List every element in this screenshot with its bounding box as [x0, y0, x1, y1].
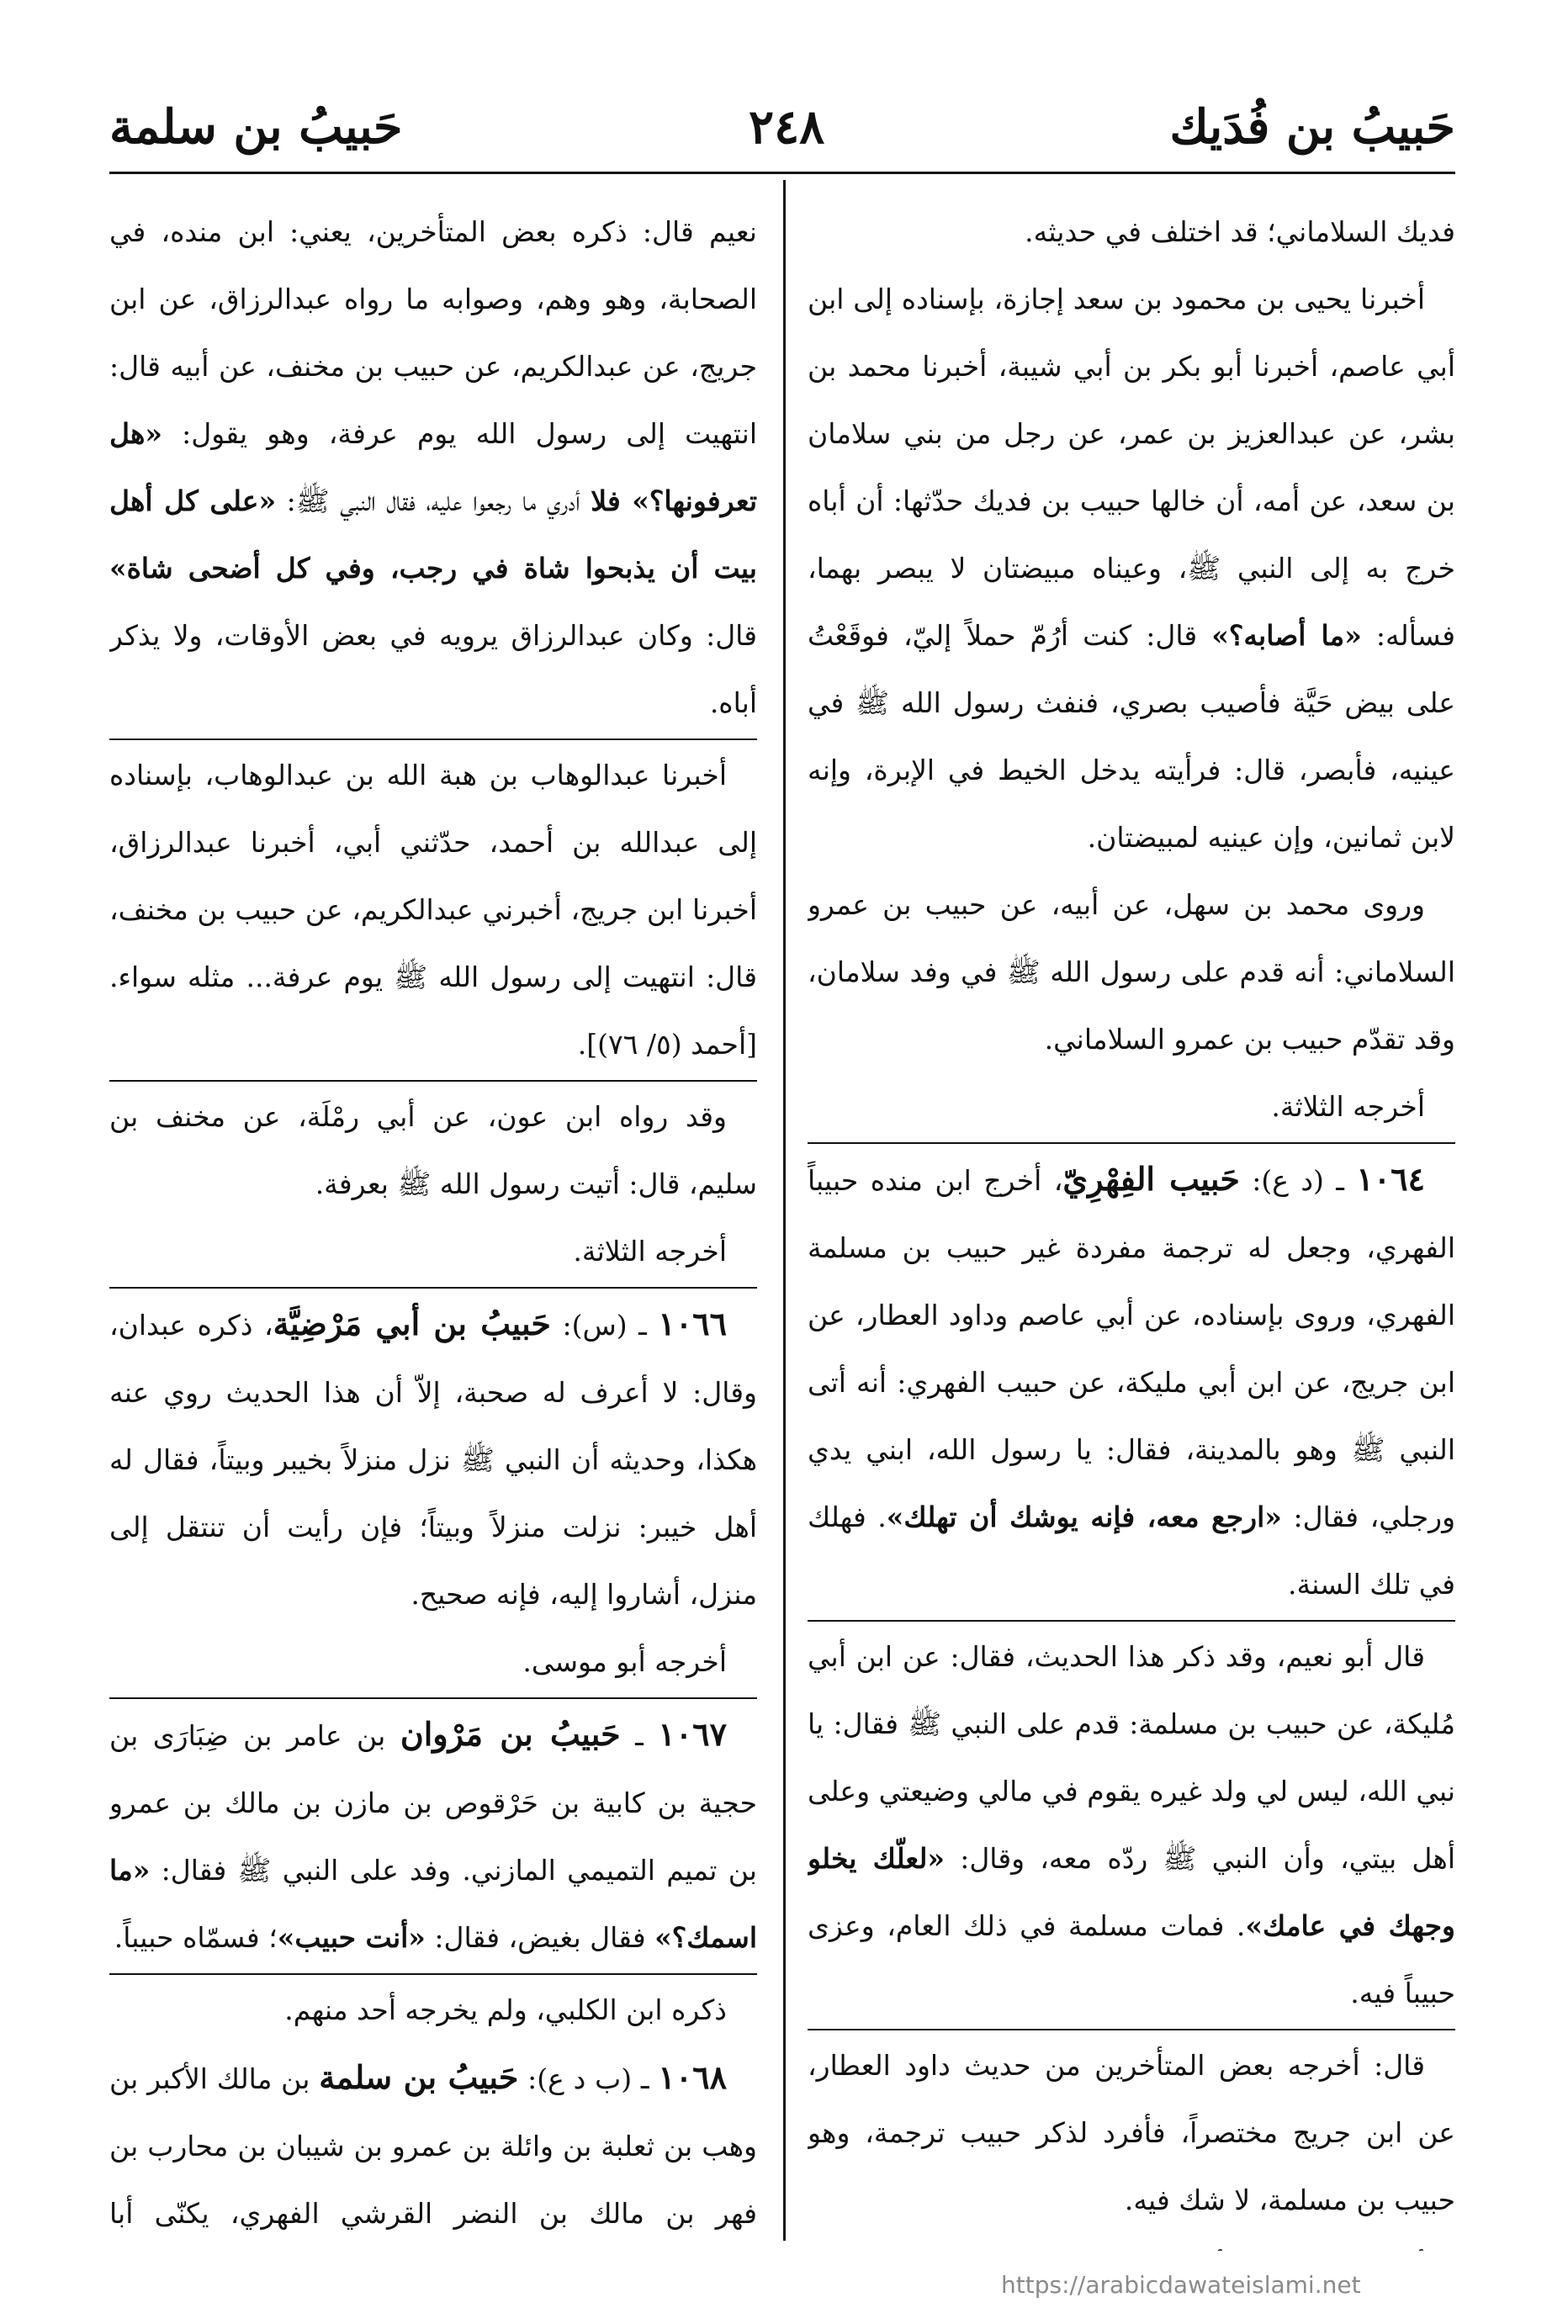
entry-separator — [808, 1142, 1455, 1144]
entry-name: حَبيبُ بن أبي مَرْضِيَّة — [273, 1305, 551, 1342]
running-title-right: حَبيبُ بن فُدَيك — [1169, 99, 1455, 155]
text: قال: وكان عبدالرزاق يرويه في بعض الأوقات، ولا يذكر أباه. — [109, 619, 757, 719]
entry-separator — [109, 1080, 757, 1082]
paragraph — [808, 1623, 1455, 2027]
entry-1064 — [808, 1146, 1455, 1618]
entry-1066 — [109, 1290, 757, 1628]
running-title-left: حَبيبُ بن سلمة — [109, 99, 403, 155]
hadith-text: «ارجع معه، فإنه يوشك أن تهلك» — [886, 1501, 1282, 1533]
text: نعيم قال: ذكره بعض المتأخرين، يعني: ابن منده، في الصحابة، وهو وهم، وصوابه ما رواه عبدالرزاق، عن ابن جريج، عن عبدالكريم، عن حبيب بن مخنف، عن أبيه قال: انتهيت إلى رسول الله يوم عرفة، وهو يقول: — [109, 215, 757, 450]
column-divider — [783, 180, 786, 2241]
page-number: ٢٤٨ — [749, 99, 825, 155]
hadith-text: «على كل أهل بيت أن يذبحوا شاة في رجب، وفي كل أضحى شاة» — [109, 484, 757, 585]
text: قال: كنت أرُمّ حملاً إليّ، فوقَعْتُ على بيض حَيَّة فأصيب بصري، فنفث رسول الله ﷺ في عينيه، فأبصر، قال: فرأيته يدخل الخيط في الإبرة، وإنه لابن ثمانين، وإن عينيه لمبيضتان. — [808, 619, 1455, 854]
hadith-text: «أنت حبيب» — [277, 1921, 426, 1954]
text: . فهلك في تلك السنة. — [808, 1501, 1455, 1601]
entry-number: ١٠٦٨ — [658, 2058, 727, 2096]
paragraph — [808, 2234, 1455, 2251]
text: ، ذكره عبدان، وقال: لا أعرف له صحبة، إلاّ أن هذا الحديث روي عنه هكذا، وحديثه أن النبي ﷺ نزل منزلاً بخيبر وبيتاً، فقال له أهل خيبر: نزلت منزلاً وبيتاً؛ فإن رأيت أن تنتقل إلى منزل، أشاروا إليه، فإنه صحيح. — [109, 1309, 757, 1611]
paragraph — [808, 266, 1455, 871]
paragraph: أخرجه أبو موسى. — [522, 1645, 727, 1678]
paragraph: قال: أخرجه بعض المتأخرين من حديث داود العطار، عن ابن جريج مختصراً، فأفرد لذكر حبيب ترجمة، وهو حبيب بن مسلمة، لا شك فيه. — [808, 2049, 1455, 2216]
entry-name: حَبيبُ بن سلمة — [319, 2058, 519, 2096]
left-column — [109, 199, 757, 2251]
hadith-text: «ما أصابه؟» — [1211, 619, 1362, 652]
entry-number: ١٠٦٦ — [658, 1305, 727, 1342]
text: بن مالك الأكبر بن وهب بن ثعلبة بن وائلة بن عمرو بن شيبان بن محارب بن فهر بن مالك بن النضر القرشي الفهري، يكنّى أبا — [109, 2062, 757, 2230]
entry-separator — [808, 2029, 1455, 2030]
watermark-url: https://arabicdawateislami.net — [1001, 2271, 1361, 2299]
page-header — [109, 99, 1455, 174]
entry-number: ١٠٦٤ — [1356, 1160, 1425, 1198]
text: فقال بغيض، فقال: — [425, 1921, 655, 1954]
entry-name: حَبيبُ بن مَرْوان — [400, 1715, 621, 1753]
entry-name: حَبيب الفِهْرِيّ — [1062, 1160, 1240, 1198]
entry-separator — [109, 1973, 757, 1975]
text: أخبرنا يحيى بن محمود بن سعد إجازة، بإسناده إلى ابن أبي عاصم، أخبرنا أبو بكر بن أبي شيبة، أخبرنا محمد بن بشر، عن عبدالعزيز بن عمر، عن رجل من بني سلامان بن سعد، عن أمه، أن خالها حبيب بن فديك حدّثها: أن أباه خرج به إلى النبي ﷺ، وعيناه مبيضتان لا يبصر بهما، فسأله: — [808, 283, 1455, 652]
right-column — [808, 199, 1455, 2251]
hadith-text: «هل تعرفونها؟» فلا — [109, 417, 757, 517]
paragraph: ذكره ابن الكلبي، ولم يخرجه أحد منهم. — [284, 1993, 727, 2026]
entry-number: ١٠٦٧ — [658, 1715, 727, 1753]
entry-separator — [109, 1287, 757, 1289]
text: ، أخرج ابن منده حبيباً الفهري، وجعل له ترجمة مفردة غير حبيب بن مسلمة الفهري، وروى بإسناده، عن أبي عاصم وداود العطار، عن ابن جريج، عن ابن أبي مليكة، عن حبيب الفهري: أنه أتى النبي ﷺ وهو بالمدينة، فقال: يا رسول الله، ابني يدي ورجلي، فقال: — [808, 1164, 1455, 1533]
paragraph: أخرجه الثلاثة. — [573, 1235, 727, 1268]
paragraph: أخبرنا عبدالوهاب بن هبة الله بن عبدالوهاب، بإسناده إلى عبدالله بن أحمد، حدّثني أبي، أخبرنا عبدالرزاق، أخبرنا ابن جريج، أخبرني عبدالكريم، عن حبيب بن مخنف، قال: انتهيت إلى رسول الله ﷺ يوم عرفة... مثله سواء. [أحمد (٥/ ٧٦)]. — [109, 759, 757, 1061]
entry-sigla: ـ (ب د ع): — [518, 2062, 659, 2095]
text: قال أبو نعيم، وقد ذكر هذا الحديث، فقال: عن ابن أبي مُليكة، عن حبيب بن مسلمة: قدم على النبي ﷺ فقال: يا نبي الله، ليس لي ولد غيره يقوم في مالي وضيعتي وعلى أهل بيتي، وأن النبي ﷺ ردّه معه، وقال: — [808, 1640, 1455, 1875]
entry-sigla: ـ (س): — [550, 1309, 659, 1342]
paragraph: وقد رواه ابن عون، عن أبي رمْلَة، عن مخنف بن سليم، قال: أتيت رسول الله ﷺ بعرفة. — [109, 1100, 757, 1200]
entry-1068 — [109, 2044, 757, 2251]
hadith-text: «ما اسمك؟» — [109, 1854, 757, 1954]
paragraph: وروى محمد بن سهل، عن أبيه، عن حبيب بن عمرو السلاماني: أنه قدم على رسول الله ﷺ في وفد سلامان، وقد تقدّم حبيب بن عمرو السلاماني. — [808, 888, 1455, 1056]
entry-separator — [808, 1620, 1455, 1622]
entry-separator — [109, 738, 757, 740]
text: بن عامر بن ضِبَارَى بن حجية بن كابية بن حَرْقوص بن مازن بن مالك بن عمرو بن تميم التميمي المازني. وفد على النبي ﷺ فقال: — [109, 1719, 757, 1887]
text: أدري ما رجعوا عليه، فقال النبي ﷺ: — [276, 484, 591, 517]
entry-sigla: ـ (د ع): — [1239, 1164, 1357, 1197]
paragraph: أخرجه الثلاثة. — [1271, 1090, 1425, 1123]
text: ؛ فسمّاه حبيباً. — [114, 1921, 278, 1954]
entry-sigla: ـ — [620, 1719, 659, 1752]
entry-separator — [109, 1697, 757, 1699]
hadith-text: «لعلّك يخلو وجهك في عامك» — [808, 1842, 1455, 1942]
paragraph — [109, 199, 757, 737]
paragraph: فديك السلاماني؛ قد اختلف في حديثه. — [1025, 215, 1455, 248]
text: . فمات مسلمة في ذلك العام، وعزى حبيباً فيه. — [808, 1909, 1455, 2009]
entry-1067 — [109, 1701, 757, 1972]
